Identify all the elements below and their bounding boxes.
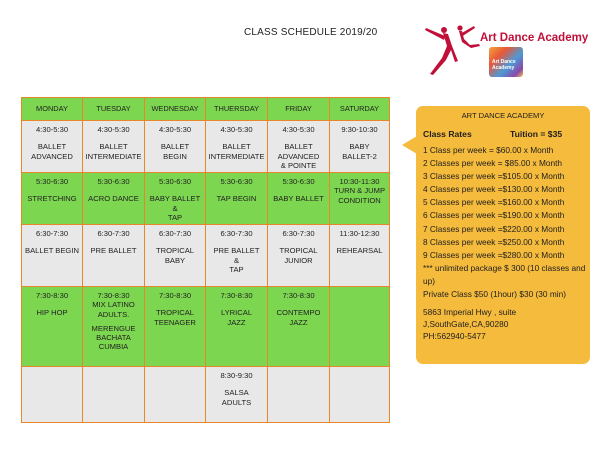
class-cell — [330, 225, 390, 287]
day-header: TUESDAY — [83, 98, 145, 121]
rate-line: 8 Classes per week =$250.00 x Month — [423, 236, 565, 247]
class-name — [23, 142, 81, 161]
class-time: 5:30-6:30 — [282, 177, 315, 186]
class-cell — [330, 287, 390, 367]
class-name-line: BABY — [349, 142, 370, 152]
address-block — [423, 306, 588, 343]
class-name-line: HIP HOP — [36, 308, 68, 318]
rate-line: 2 Classes per week = $85.00 x Month — [423, 158, 563, 169]
class-time: 8:30-9:30 — [220, 371, 253, 380]
rate-line: 7 Classes per week =$220.00 x Month — [423, 223, 565, 234]
rate-line: 5 Classes per week =$160.00 x Month — [423, 197, 565, 208]
class-name-line: BALLET — [160, 142, 190, 152]
class-name-line: TROPICAL — [279, 246, 318, 256]
academy-logo-badge-icon — [489, 47, 523, 77]
class-time: 6:30-7:30 — [158, 229, 192, 238]
class-name-line: BALLET — [99, 142, 128, 152]
page-title: CLASS SCHEDULE 2019/20 — [244, 27, 378, 38]
class-name — [269, 142, 328, 170]
class-name — [331, 186, 388, 205]
class-name — [146, 308, 204, 327]
class-cell — [145, 225, 206, 287]
class-time: 11:30-12:30 — [339, 229, 380, 238]
info-pointer — [402, 136, 417, 154]
class-name — [269, 308, 328, 327]
schedule-row — [22, 121, 390, 173]
class-cell — [268, 173, 330, 225]
class-name-line: MIX LATINO — [92, 300, 135, 310]
class-time: 7:30-8:30 — [35, 291, 69, 300]
class-time: 7:30-8:30 — [97, 291, 130, 300]
class-cell — [145, 287, 206, 367]
class-name — [331, 142, 388, 161]
class-time: 10:30-11:30 — [339, 177, 380, 186]
class-cell — [22, 173, 83, 225]
class-time: 7:30-8:30 — [282, 291, 315, 300]
class-time: 6:30-7:30 — [220, 229, 253, 238]
class-name-line: PRE BALLET — [213, 246, 260, 256]
class-time: 9:30-10:30 — [341, 125, 378, 134]
class-name-line: & — [233, 255, 240, 265]
class-cell — [268, 367, 330, 423]
class-name — [146, 194, 204, 222]
class-cell — [330, 173, 390, 225]
class-name-line: ACRO DANCE — [88, 194, 139, 204]
class-name — [207, 194, 266, 203]
class-cell — [22, 367, 83, 423]
schedule-row — [22, 173, 390, 225]
class-name-line: ADVANCED — [31, 151, 73, 161]
tuition-label: Tuition = $35 — [510, 129, 563, 139]
class-name-line: BABY BALLET — [149, 194, 201, 204]
class-name-line: ADULTS — [221, 397, 252, 407]
class-name-line: ADULTS. — [97, 309, 130, 319]
class-cell — [268, 121, 330, 173]
class-cell — [268, 225, 330, 287]
class-cell — [145, 121, 206, 173]
class-name — [23, 246, 81, 255]
address-line: PH:562940-5477 — [423, 331, 486, 342]
class-name — [84, 246, 143, 255]
class-name-line: TURN & JUMP — [333, 186, 386, 196]
address-line: J,SouthGate,CA,90280 — [423, 319, 509, 330]
class-name-line: TAP — [229, 264, 244, 274]
class-extra-line: MERENGUE — [91, 323, 136, 333]
class-name-line: TROPICAL — [156, 246, 194, 256]
class-name-line: LYRICAL — [220, 308, 253, 318]
class-time: 5:30-6:30 — [220, 177, 253, 186]
class-time: 7:30-8:30 — [220, 291, 253, 300]
class-name-line: TAP BEGIN — [216, 194, 257, 204]
schedule-row — [22, 367, 390, 423]
class-time: 5:30-6:30 — [158, 177, 192, 186]
class-cell — [22, 121, 83, 173]
class-time: 4:30-5:30 — [97, 125, 130, 134]
class-cell — [268, 287, 330, 367]
class-name-line: BABY — [164, 255, 186, 265]
class-extra-line: BACHATA — [96, 333, 131, 342]
class-name-line: BALLET — [222, 142, 251, 152]
day-header: THUERSDAY — [206, 98, 268, 121]
class-cell — [206, 225, 268, 287]
class-name-line: BALLET — [37, 142, 67, 152]
schedule-table — [21, 97, 390, 423]
class-name-line: CONDITION — [338, 195, 381, 205]
class-time: 7:30-8:30 — [158, 291, 192, 300]
class-time: 6:30-7:30 — [282, 229, 315, 238]
class-name-line: SALSA — [224, 388, 249, 398]
class-cell — [83, 367, 145, 423]
class-name-line: JAZZ — [289, 317, 308, 327]
class-name — [269, 194, 328, 203]
class-cell — [206, 367, 268, 423]
brand-name: Art Dance Academy — [480, 32, 589, 44]
rate-line: 9 Classes per week =$280.00 x Month — [423, 249, 565, 260]
class-cell — [22, 287, 83, 367]
class-name — [207, 388, 266, 407]
class-name — [84, 142, 143, 161]
rate-line: *** unlimited package $ 300 (10 classes and up) — [423, 262, 586, 286]
class-name — [207, 142, 266, 161]
class-cell — [83, 173, 145, 225]
class-time: 4:30-5:30 — [158, 125, 192, 134]
class-name-line: CONTEMPO — [276, 308, 321, 318]
class-cell — [145, 367, 206, 423]
day-header: WEDNESDAY — [145, 98, 206, 121]
class-name-line: INTERMEDIATE — [85, 151, 142, 161]
class-name-line: TROPICAL — [156, 308, 194, 318]
class-time: 6:30-7:30 — [35, 229, 69, 238]
rate-line: 6 Classes per week =$190.00 x Month — [423, 210, 565, 221]
class-extra-line: CUMBIA — [98, 342, 129, 352]
class-time: 4:30-5:30 — [35, 125, 69, 134]
class-name-line: TEENAGER — [154, 317, 196, 327]
rate-line: 3 Classes per week =$105.00 x Month — [423, 171, 565, 182]
class-time: 5:30-6:30 — [35, 177, 69, 186]
schedule-row — [22, 287, 390, 367]
class-name-line: BALLET-2 — [342, 151, 377, 161]
class-extra — [84, 324, 143, 352]
rates-panel-heading: ART DANCE ACADEMY — [461, 111, 545, 120]
class-name-line: JUNIOR — [284, 255, 313, 265]
class-name — [23, 308, 81, 317]
day-header: SATURDAY — [330, 98, 390, 121]
class-name-line: ADVANCED — [277, 151, 320, 161]
class-time: 5:30-6:30 — [97, 177, 130, 186]
class-name — [146, 246, 204, 265]
class-name-line: REHEARSAL — [336, 246, 383, 256]
class-cell — [330, 367, 390, 423]
class-cell — [206, 173, 268, 225]
class-name-line: PRE BALLET — [90, 246, 137, 256]
class-name-line: JAZZ — [227, 317, 246, 327]
class-name — [23, 194, 81, 203]
class-cell — [83, 225, 145, 287]
class-name-line: BALLET — [284, 142, 313, 152]
class-name-line: & POINTE — [280, 160, 317, 170]
class-name-line: BEGIN — [163, 151, 187, 161]
class-name — [269, 246, 328, 265]
class-name-line: & — [172, 203, 178, 213]
class-name — [207, 246, 266, 274]
day-header: FRIDAY — [268, 98, 330, 121]
class-name-line: TAP — [167, 212, 183, 222]
class-cell — [206, 121, 268, 173]
class-cell — [83, 121, 145, 173]
class-name-line: BABY BALLET — [273, 194, 324, 204]
class-cell — [330, 121, 390, 173]
rate-list — [423, 144, 588, 301]
class-time: 4:30-5:30 — [220, 125, 253, 134]
rates-panel — [416, 106, 590, 364]
class-name-line: BALLET BEGIN — [25, 246, 79, 256]
class-name-line: INTERMEDIATE — [208, 151, 265, 161]
class-cell — [145, 173, 206, 225]
class-name — [84, 300, 143, 319]
class-name — [207, 308, 266, 327]
rate-line: Private Class $50 (1hour) $30 (30 min) — [423, 289, 566, 300]
class-rates-label: Class Rates — [423, 129, 472, 139]
schedule-row — [22, 225, 390, 287]
class-name — [84, 194, 143, 203]
rate-line: 4 Classes per week =$130.00 x Month — [423, 184, 565, 195]
day-header: MONDAY — [22, 98, 83, 121]
class-name — [146, 142, 204, 161]
class-name — [331, 246, 388, 255]
class-time: 6:30-7:30 — [97, 229, 130, 238]
class-cell — [83, 287, 145, 367]
rate-line: 1 Class per week = $60.00 x Month — [423, 145, 554, 155]
address-line: 5863 Imperial Hwy , suite — [423, 307, 517, 317]
badge-text: Art Dance Academy — [492, 59, 516, 71]
schedule-header-row — [22, 98, 390, 121]
class-cell — [206, 287, 268, 367]
class-name-line: STRETCHING — [27, 194, 77, 204]
class-cell — [22, 225, 83, 287]
class-time: 4:30-5:30 — [282, 125, 315, 134]
